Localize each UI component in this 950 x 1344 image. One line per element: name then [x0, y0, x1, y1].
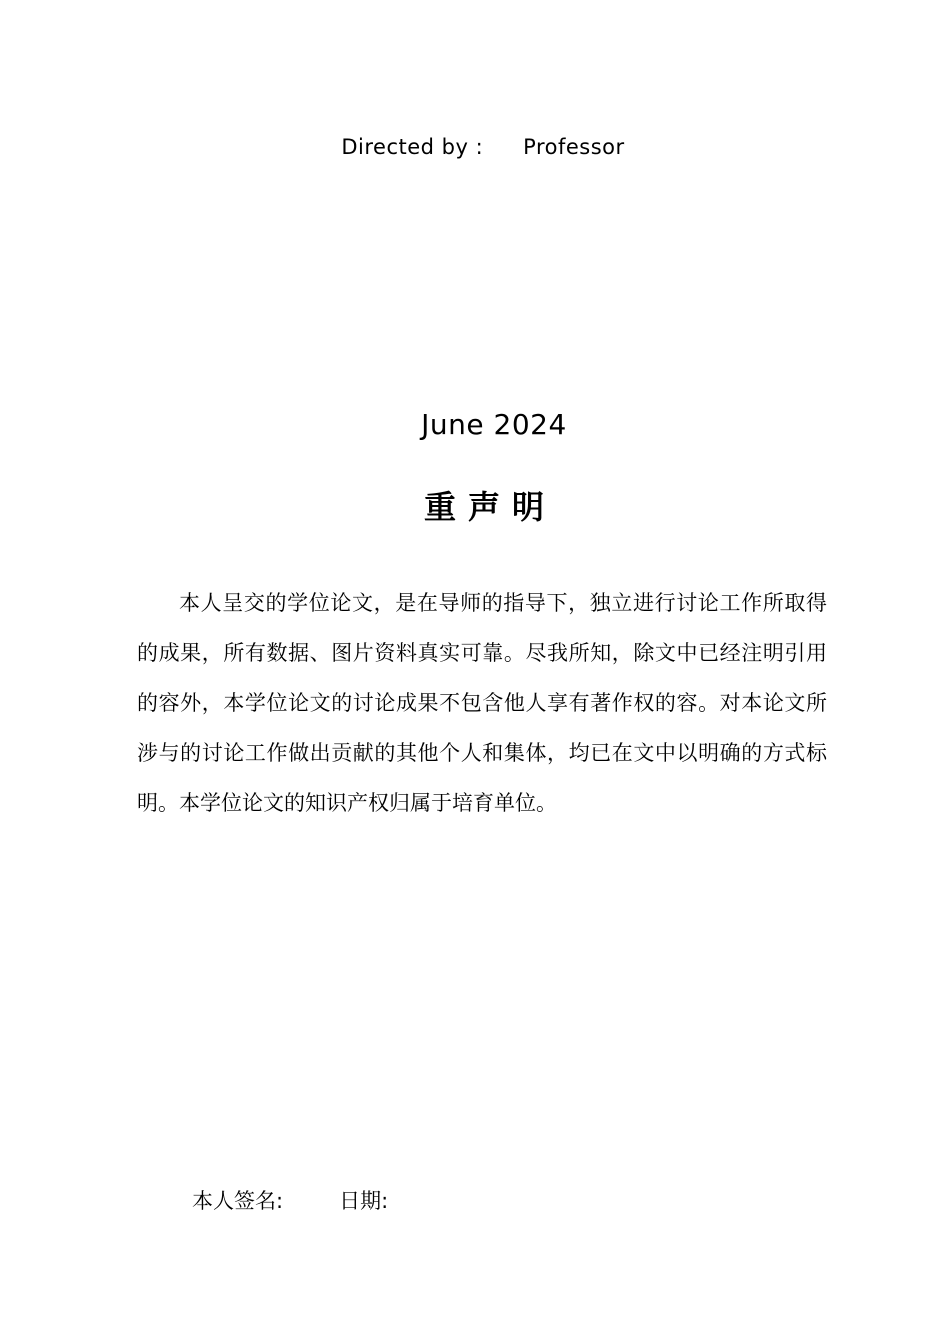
submission-date: June 2024 — [421, 408, 567, 441]
directed-by-line — [0, 135, 950, 159]
signature-line — [192, 1185, 388, 1215]
declaration-title: 重声明 — [423, 488, 556, 526]
directed-by-label: Directed by : — [341, 135, 484, 159]
supervisor-name: Professor — [523, 135, 625, 159]
signature-date-label: 日期: — [339, 1189, 389, 1213]
declaration-body: 本人呈交的学位论文，是在导师的指导下，独立进行讨论工作所取得的成果，所有数据、图片资料真实可靠。尽我所知，除文中已经注明引用的容外，本学位论文的讨论成果不包含他人享有著作权的容。对本论文所涉与的讨论工作做出贡献的其他个人和集体，均已在文中以明确的方式标明。本学位论文的知识产权归属于培育单位。 — [137, 591, 827, 815]
signature-label: 本人签名: — [192, 1189, 284, 1213]
